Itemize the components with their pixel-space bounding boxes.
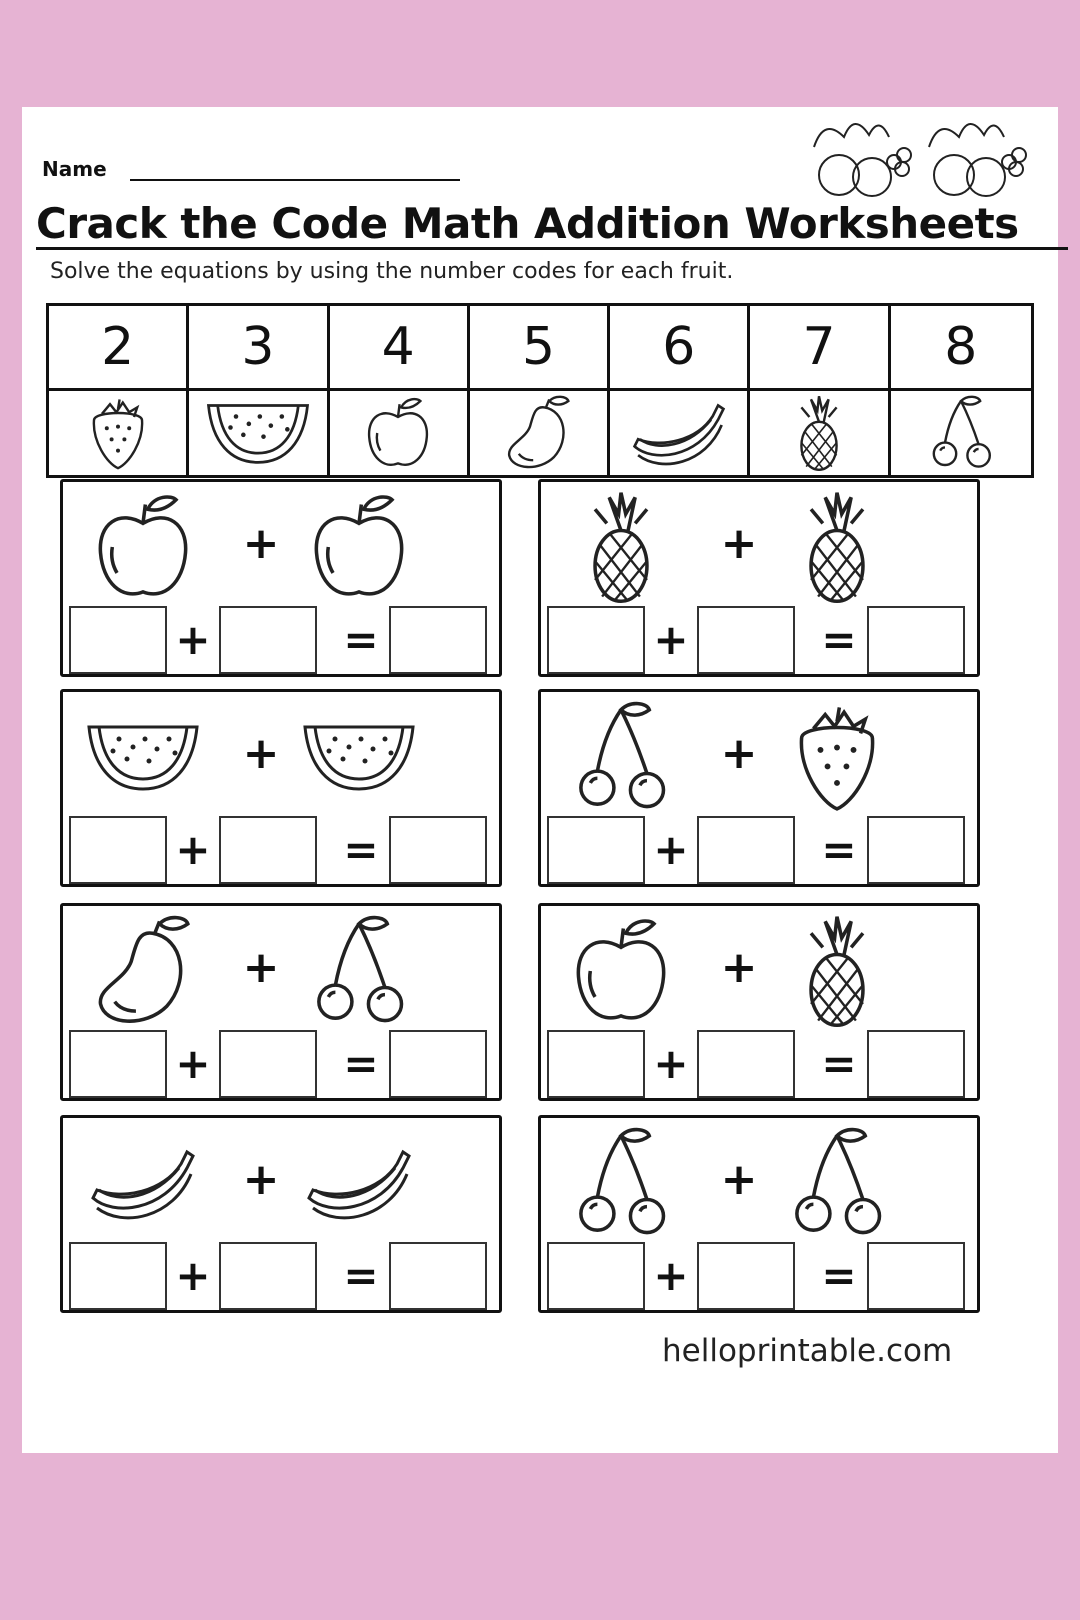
- first-addend-box[interactable]: [69, 1242, 167, 1310]
- first-addend-box[interactable]: [547, 606, 645, 674]
- code-number: 2: [49, 306, 189, 391]
- sum-box[interactable]: [867, 816, 965, 884]
- addition-problem: [538, 1115, 980, 1313]
- pineapple-icon: [764, 393, 874, 473]
- code-number: 5: [470, 306, 610, 391]
- addition-problem: [538, 689, 980, 887]
- equals-sign: =: [821, 1039, 857, 1088]
- second-addend-box[interactable]: [697, 816, 795, 884]
- equals-sign: =: [821, 825, 857, 874]
- code-number: 4: [330, 306, 470, 391]
- banana-icon: [299, 1124, 419, 1242]
- addition-problem: [60, 903, 502, 1101]
- site-footer: helloprintable.com: [662, 1333, 953, 1369]
- pineapple-icon: [777, 488, 897, 606]
- plus-sign: +: [242, 728, 280, 779]
- second-addend-box[interactable]: [219, 1030, 317, 1098]
- plus-sign: +: [175, 615, 211, 664]
- plus-sign: +: [242, 1154, 280, 1205]
- apple-icon: [343, 393, 453, 473]
- worksheet-page: [22, 107, 1058, 1453]
- second-addend-box[interactable]: [219, 606, 317, 674]
- sum-box[interactable]: [389, 1242, 487, 1310]
- first-addend-box[interactable]: [547, 1030, 645, 1098]
- plus-sign: +: [720, 942, 758, 993]
- name-label: Name: [42, 157, 107, 181]
- addition-problem: [60, 689, 502, 887]
- sum-box[interactable]: [389, 1030, 487, 1098]
- code-number: 6: [610, 306, 750, 391]
- second-addend-box[interactable]: [219, 1242, 317, 1310]
- cherry-icon: [561, 1124, 681, 1242]
- strawberry-icon: [63, 393, 173, 473]
- plus-sign: +: [175, 1039, 211, 1088]
- code-number: 7: [750, 306, 890, 391]
- addition-problem: [538, 479, 980, 677]
- fruit-decoration-icon: [794, 107, 1044, 202]
- first-addend-box[interactable]: [69, 606, 167, 674]
- second-addend-box[interactable]: [697, 1030, 795, 1098]
- first-addend-box[interactable]: [547, 1242, 645, 1310]
- instructions: Solve the equations by using the number codes for each fruit.: [50, 259, 734, 284]
- equals-sign: =: [343, 825, 379, 874]
- addition-problem: [60, 1115, 502, 1313]
- apple-icon: [83, 488, 203, 606]
- watermelon-icon: [203, 393, 313, 473]
- sum-box[interactable]: [867, 1242, 965, 1310]
- plus-sign: +: [720, 518, 758, 569]
- code-number: 3: [189, 306, 329, 391]
- sum-box[interactable]: [389, 816, 487, 884]
- cherry-icon: [561, 698, 681, 816]
- mango-icon: [483, 393, 593, 473]
- pineapple-icon: [777, 912, 897, 1030]
- strawberry-icon: [777, 698, 897, 816]
- page-title: Crack the Code Math Addition Worksheets: [36, 199, 1019, 248]
- apple-icon: [561, 912, 681, 1030]
- equals-sign: =: [821, 615, 857, 664]
- banana-icon: [83, 1124, 203, 1242]
- second-addend-box[interactable]: [697, 606, 795, 674]
- name-line: [130, 179, 460, 181]
- addition-problem: [60, 479, 502, 677]
- code-fruit: [750, 391, 890, 475]
- watermelon-icon: [83, 698, 203, 816]
- equals-sign: =: [343, 1251, 379, 1300]
- sum-box[interactable]: [867, 606, 965, 674]
- second-addend-box[interactable]: [697, 1242, 795, 1310]
- mango-icon: [83, 912, 203, 1030]
- addition-problem: [538, 903, 980, 1101]
- code-key-table: [46, 303, 1034, 478]
- second-addend-box[interactable]: [219, 816, 317, 884]
- equals-sign: =: [343, 615, 379, 664]
- first-addend-box[interactable]: [69, 816, 167, 884]
- plus-sign: +: [242, 942, 280, 993]
- code-fruit: [891, 391, 1031, 475]
- first-addend-box[interactable]: [69, 1030, 167, 1098]
- cherry-icon: [906, 393, 1016, 473]
- equals-sign: =: [821, 1251, 857, 1300]
- sum-box[interactable]: [389, 606, 487, 674]
- plus-sign: +: [175, 825, 211, 874]
- plus-sign: +: [653, 615, 689, 664]
- banana-icon: [624, 393, 734, 473]
- code-fruit: [470, 391, 610, 475]
- code-fruit: [189, 391, 329, 475]
- code-fruit: [49, 391, 189, 475]
- equals-sign: =: [343, 1039, 379, 1088]
- code-number: 8: [891, 306, 1031, 391]
- plus-sign: +: [653, 1251, 689, 1300]
- first-addend-box[interactable]: [547, 816, 645, 884]
- plus-sign: +: [653, 1039, 689, 1088]
- cherry-icon: [777, 1124, 897, 1242]
- title-underline: [36, 247, 1068, 250]
- sum-box[interactable]: [867, 1030, 965, 1098]
- plus-sign: +: [720, 728, 758, 779]
- code-fruit: [610, 391, 750, 475]
- watermelon-icon: [299, 698, 419, 816]
- pineapple-icon: [561, 488, 681, 606]
- plus-sign: +: [242, 518, 280, 569]
- plus-sign: +: [653, 825, 689, 874]
- cherry-icon: [299, 912, 419, 1030]
- apple-icon: [299, 488, 419, 606]
- plus-sign: +: [175, 1251, 211, 1300]
- code-fruit: [330, 391, 470, 475]
- plus-sign: +: [720, 1154, 758, 1205]
